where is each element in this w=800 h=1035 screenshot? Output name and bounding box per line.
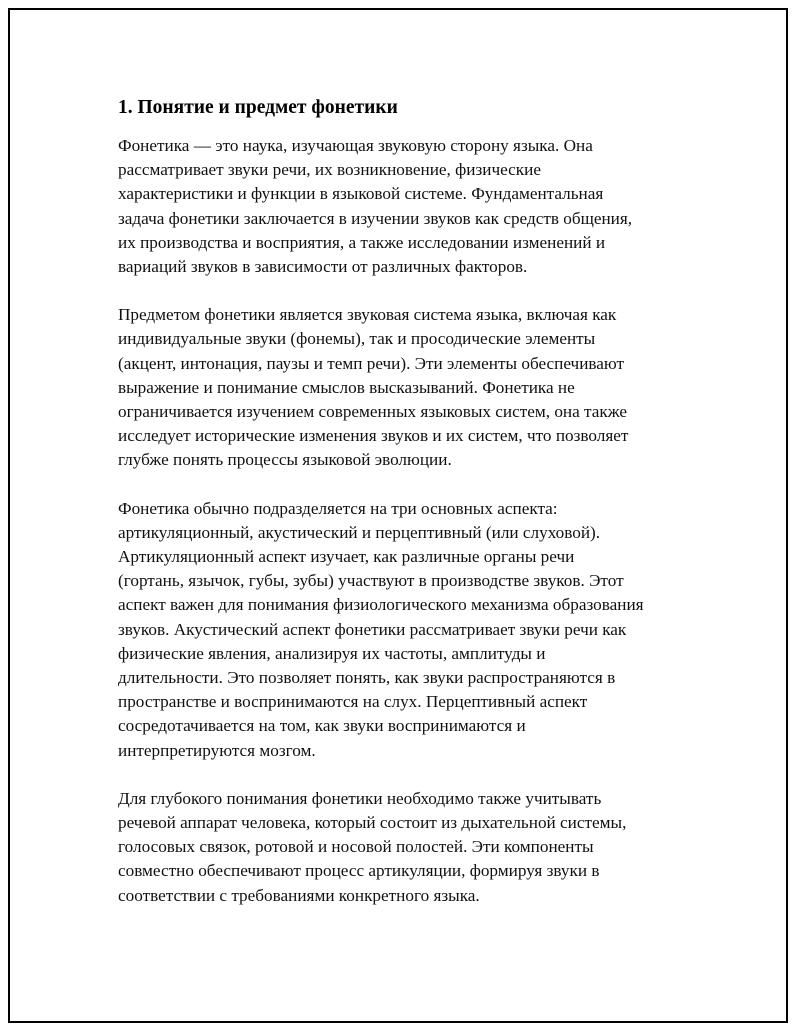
paragraph-subject: Предметом фонетики является звуковая система языка, включая как индивидуальные звуки (фонемы), так и просодические элементы (акцент, интонация, паузы и темп речи). Эти элементы обеспечивают выражение и понимание смыслов высказываний. Фонетика не ограничивается изучением современных языковых систем, она также исследует исторические изменения звуков и их систем, что позволяет глубже понять процессы языковой эволюции. bbox=[118, 305, 629, 470]
paragraph-speech-apparatus: Для глубокого понимания фонетики необходимо также учитывать речевой аппарат человека, который состоит из дыхательной системы, голосовых связок, ротовой и носовой полостей. Эти компоненты совместно обеспечивают процесс артикуляции, формируя звуки в соответствии с требованиями конкретного языка. bbox=[118, 788, 627, 905]
section-heading: 1. Понятие и предмет фонетики bbox=[118, 97, 398, 118]
document-content bbox=[118, 95, 708, 932]
document-page bbox=[8, 8, 788, 1023]
paragraph-definition: Фонетика — это наука, изучающая звуковую сторону языка. Она рассматривает звуки речи, их возникновение, физические характеристики и функции в языковой системе. Фундаментальная задача фонетики заключается в изучении звуков как средств общения, их производства и восприятия, а также исследовании изменений и вариаций звуков в зависимости от различных факторов. bbox=[118, 136, 633, 277]
paragraph-aspects: Фонетика обычно подразделяется на три основных аспекта: артикуляционный, акустический и перцептивный (или слуховой). Артикуляционный аспект изучает, как различные органы речи (гортань, язычок, губы, зубы) участвуют в производстве звуков. Этот аспект важен для понимания физиологического механизма образования звуков. Акустический аспект фонетики рассматривает звуки речи как физические явления, анализируя их частоты, амплитуды и длительности. Это позволяет понять, как звуки распространяются в пространстве и воспринимаются на слух. Перцептивный аспект сосредотачивается на том, как звуки воспринимаются и интерпретируются мозгом. bbox=[118, 498, 644, 760]
